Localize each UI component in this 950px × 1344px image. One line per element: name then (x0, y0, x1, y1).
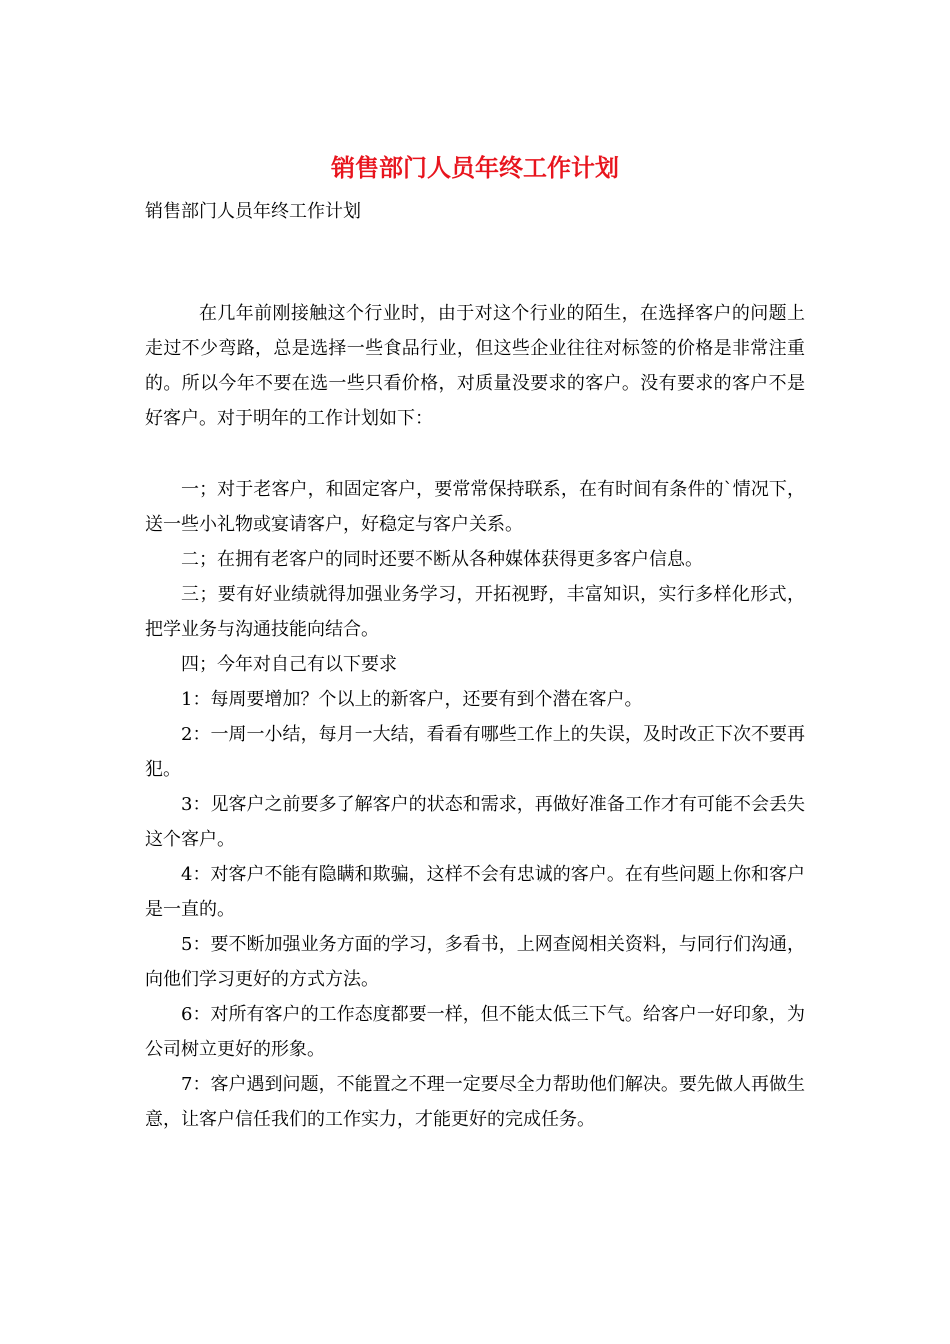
requirement-5: 5：要不断加强业务方面的学习，多看书，上网查阅相关资料，与同行们沟通，向他们学习更好的方式方法。 (145, 934, 805, 990)
requirement-3: 3：见客户之前要多了解客户的状态和需求，再做好准备工作才有可能不会丢失这个客户。 (145, 794, 805, 850)
requirement-2: 2：一周一小结，每月一大结，看看有哪些工作上的失误，及时改正下次不要再犯。 (145, 724, 805, 780)
requirement-4: 4：对客户不能有隐瞒和欺骗，这样不会有忠诚的客户。在有些问题上你和客户是一直的。 (145, 864, 805, 920)
plan-item-2: 二；在拥有老客户的同时还要不断从各种媒体获得更多客户信息。 (181, 549, 703, 570)
document-title: 销售部门人员年终工作计划 (331, 153, 619, 182)
paragraph-spacer (145, 436, 805, 472)
plan-item-3: 三；要有好业绩就得加强业务学习，开拓视野，丰富知识，实行多样化形式，把学业务与沟通技能向结合。 (145, 584, 805, 640)
requirement-6: 6：对所有客户的工作态度都要一样，但不能太低三下气。给客户一好印象，为公司树立更好的形象。 (145, 1004, 805, 1060)
document-body (145, 296, 805, 1137)
plan-item-1: 一；对于老客户，和固定客户，要常常保持联系，在有时间有条件的`情况下，送一些小礼物或宴请客户，好稳定与客户关系。 (145, 479, 805, 535)
intro-paragraph: 在几年前刚接触这个行业时，由于对这个行业的陌生，在选择客户的问题上走过不少弯路，总是选择一些食品行业，但这些企业往往对标签的价格是非常注重的。所以今年不要在选一些只看价格，对质量没要求的客户。没有要求的客户不是好客户。对于明年的工作计划如下： (145, 303, 805, 429)
document-subtitle: 销售部门人员年终工作计划 (145, 201, 361, 222)
requirement-7: 7：客户遇到问题，不能置之不理一定要尽全力帮助他们解决。要先做人再做生意，让客户信任我们的工作实力，才能更好的完成任务。 (145, 1074, 805, 1130)
requirement-1: 1：每周要增加？个以上的新客户，还要有到个潜在客户。 (181, 689, 643, 710)
plan-item-4: 四；今年对自己有以下要求 (181, 654, 397, 675)
